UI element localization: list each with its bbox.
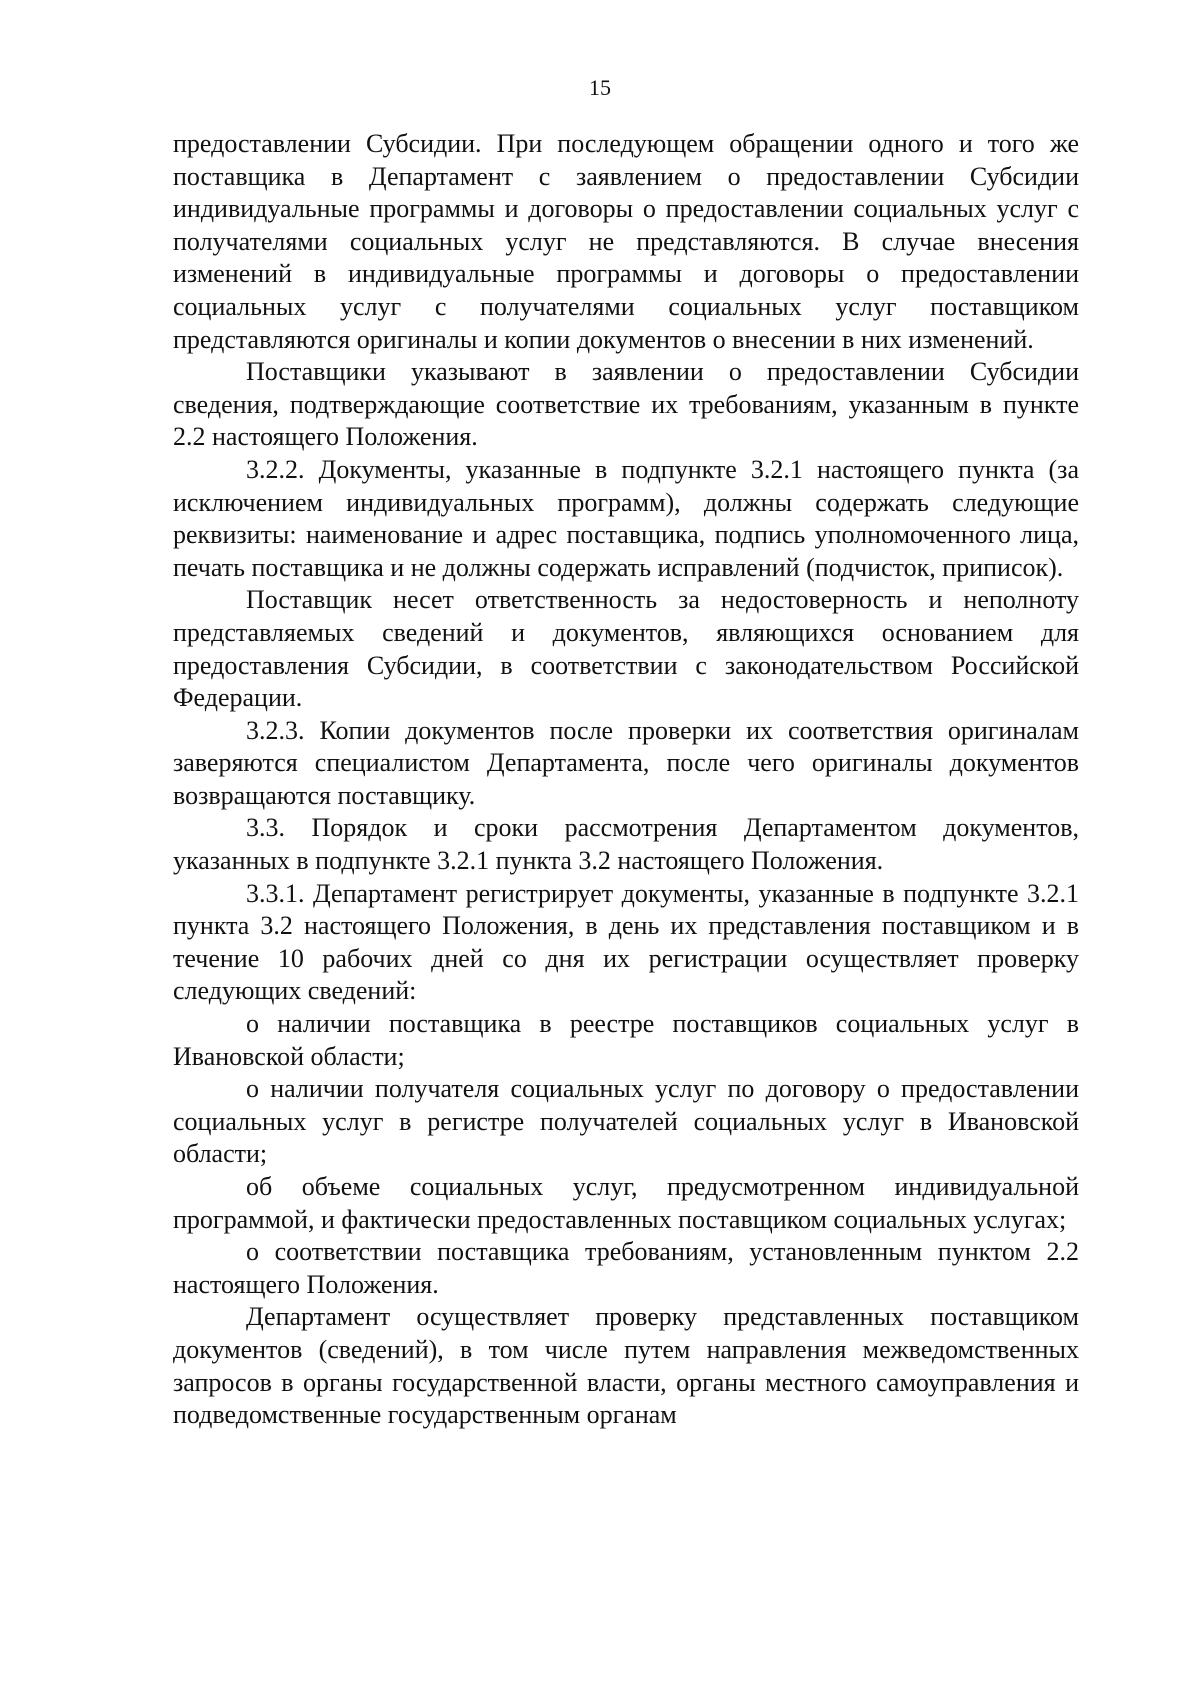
paragraph: о наличии получателя социальных услуг по договору о предоставлении социальных услуг в регистре получателей социальных услуг в Ивановской области; (173, 1074, 1079, 1169)
paragraph: Департамент осуществляет проверку представленных поставщиком документов (сведений), в том числе путем направления межведомственных запросов в органы государственной власти, органы местного самоуправления и подведомственные государственным органам (173, 1302, 1079, 1430)
paragraph: 3.3. Порядок и сроки рассмотрения Департаментом документов, указанных в подпункте 3.2.1 пункта 3.2 настоящего Положения. (173, 813, 1079, 876)
paragraph: о наличии поставщика в реестре поставщиков социальных услуг в Ивановской области; (173, 1009, 1079, 1071)
paragraph: 3.3.1. Департамент регистрирует документы, указанные в подпункте 3.2.1 пункта 3.2 настоящего Положения, в день их представления поставщиком и в течение 10 рабочих дней со дня их регистрации осуществляет проверку следующих сведений: (173, 878, 1079, 1006)
paragraph: Поставщик несет ответственность за недостоверность и неполноту представляемых сведений и документов, являющихся основанием для предоставления Субсидии, в соответствии с законодательством Российской Федерации. (173, 585, 1079, 713)
paragraph: 3.2.3. Копии документов после проверки их соответствия оригиналам заверяются специалистом Департамента, после чего оригиналы документов возвращаются поставщику. (173, 715, 1079, 810)
paragraph: о соответствии поставщика требованиям, установленным пунктом 2.2 настоящего Положения. (173, 1237, 1079, 1299)
document-body (173, 128, 1079, 1432)
paragraph: предоставлении Субсидии. При последующем обращении одного и того же поставщика в Департамент с заявлением о предоставлении Субсидии индивидуальные программы и договоры о предоставлении социальных услуг с получателями социальных услуг не представляются. В случае внесения изменений в индивидуальные программы и договоры о предоставлении социальных услуг с получателями социальных услуг поставщиком представляются оригиналы и копии документов о внесении в них изменений. (173, 129, 1079, 354)
page-number: 15 (589, 75, 611, 100)
paragraph: об объеме социальных услуг, предусмотренном индивидуальной программой, и фактически предоставленных поставщиком социальных услугах; (173, 1172, 1079, 1234)
paragraph: 3.2.2. Документы, указанные в подпункте 3.2.1 настоящего пункта (за исключением индивидуальных программ), должны содержать следующие реквизиты: наименование и адрес поставщика, подпись уполномоченного лица, печать поставщика и не должны содержать исправлений (подчисток, приписок). (173, 454, 1079, 582)
paragraph: Поставщики указывают в заявлении о предоставлении Субсидии сведения, подтверждающие соответствие их требованиям, указанным в пункте 2.2 настоящего Положения. (173, 357, 1079, 452)
